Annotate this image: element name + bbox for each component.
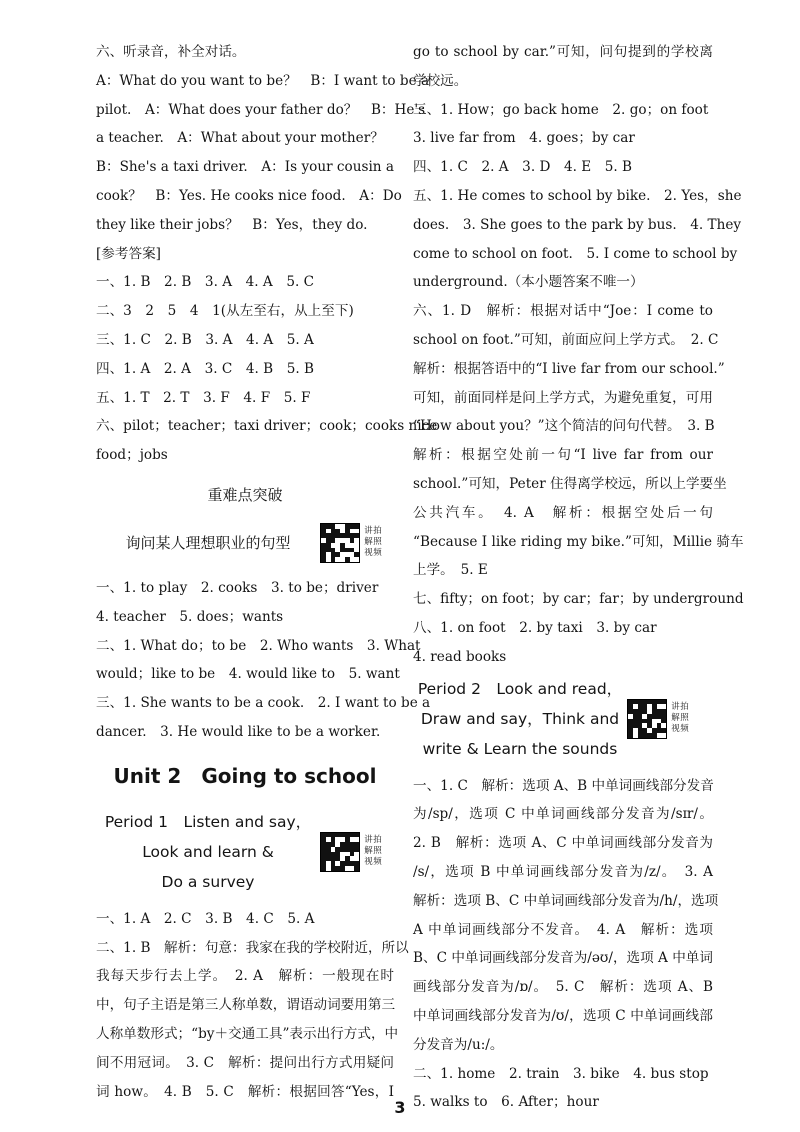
answer-line: does. 3. She goes to the park by bus. 4. They (413, 216, 742, 233)
answer-line: 中，句子主语是第三人称单数，谓语动词要用第三 (96, 997, 396, 1014)
answer-line: 上学。 5. E (413, 562, 488, 579)
answer-line: 学校远。 (413, 72, 468, 89)
answer-line: underground.（本小题答案不唯一） (413, 274, 644, 291)
qr-label-char: 拍 (373, 526, 382, 537)
text-line: 六、听录音，补全对话。 (96, 44, 246, 60)
topic-header (96, 512, 394, 574)
period-title-line: Do a survey (161, 872, 255, 891)
answer-line: food；jobs (96, 447, 168, 464)
answer-line: 解析：根据答语中的“I live far from our school.” (413, 360, 725, 377)
answer-line: 三、1. C 2. B 3. A 4. A 5. A (96, 331, 314, 348)
answer-line: dancer. 3. He would like to be a worker. (96, 723, 381, 740)
qr-label-char: 解 (364, 537, 373, 548)
qr-label-char: 讲 (364, 835, 373, 846)
answer-line: 六、pilot；teacher；taxi driver；cook；cooks nice (96, 418, 438, 435)
answer-line: 四、1. C 2. A 3. D 4. E 5. B (413, 159, 633, 176)
answer-line: come to school on foot. 5. I come to school by (413, 245, 738, 262)
text-line: pilot. A：What does your father do？ B：He's (96, 101, 426, 118)
answer-line: 八、1. on foot 2. by taxi 3. by car (413, 619, 657, 636)
qr-label-char: 照 (373, 537, 382, 548)
answer-line: 一、1. B 2. B 3. A 4. A 5. C (96, 274, 315, 291)
answer-line: 解析：选项 B、C 中单词画线部分发音为/h/，选项 (413, 892, 719, 909)
answer-line: 二、3 2 5 4 1(从左至右，从上至下) (96, 303, 354, 320)
qr-label-char: 视 (671, 724, 680, 735)
answer-line: 中单词画线部分发音为/ʊ/，选项 C 中单词画线部 (413, 1007, 713, 1024)
answer-line: 4. read books (413, 648, 507, 665)
qr-label-char: 照 (373, 846, 382, 857)
unit-title: Unit 2 Going to school (113, 763, 377, 788)
text-line: B：She's a taxi driver. A：Is your cousin a (96, 159, 394, 176)
answer-line: 一、1. C 解析：选项 A、B 中单词画线部分发音 (413, 777, 714, 794)
topic-title: 询问某人理想职业的句型 (125, 534, 291, 553)
answer-line: 解析：根据空处前一句“I live far from our (413, 447, 713, 464)
answer-line: 四、1. A 2. A 3. C 4. B 5. B (96, 360, 315, 377)
answer-line: 分发音为/u:/。 (413, 1036, 504, 1053)
qr-code-icon[interactable] (320, 832, 360, 872)
period-1-answers (96, 905, 409, 1107)
answer-line: 可知，前面同样是问上学方式，为避免重复，可用 (413, 389, 713, 406)
qr-label (364, 835, 382, 868)
period-title-line: Period 1 Listen and say， (104, 812, 312, 831)
period-title (413, 674, 627, 764)
answer-line: 六、1. D 解析：根据对话中“Joe：I come to (413, 303, 713, 320)
answer-line: school.”可知，Peter 住得离学校远，所以上学要坐 (413, 475, 727, 492)
period-1-answers-continued (413, 38, 744, 672)
answer-line: A 中单词画线部分不发音。 4. A 解析：选项 (413, 921, 713, 938)
period-1-header (96, 807, 394, 897)
answer-line: 三、1. She wants to be a cook. 2. I want to be a (96, 695, 431, 712)
period-title-line: Period 2 Look and read， (417, 679, 623, 698)
listening-exercise (96, 38, 430, 240)
qr-label-char: 频 (373, 548, 382, 559)
answer-line: 一、1. to play 2. cooks 3. to be；driver (96, 579, 379, 596)
answer-line: B、C 中单词画线部分发音为/əʊ/，选项 A 中单词 (413, 950, 713, 967)
answer-line: 人称单数形式；“by＋交通工具”表示出行方式，中 (96, 1025, 399, 1042)
qr-label (671, 702, 689, 735)
qr-label-char: 解 (671, 713, 680, 724)
answer-line: school on foot.”可知，前面应问上学方式。 2. C (413, 331, 719, 348)
period-title-line: Look and learn & (142, 842, 274, 861)
text-line: cook？ B：Yes. He cooks nice food. A：Do (96, 187, 402, 204)
section-title: 重难点突破 (207, 485, 283, 504)
page-number: 3 (394, 1098, 406, 1117)
period-title-line: Draw and say，Think and (420, 709, 620, 728)
period-title-line: write & Learn the sounds (422, 739, 618, 758)
answer-line: 公共汽车。 4. A 解析：根据空处后一句 (413, 504, 713, 521)
answer-line: 五、1. T 2. T 3. F 4. F 5. F (96, 389, 311, 406)
topic-answers (96, 574, 431, 747)
period-title (96, 807, 320, 897)
qr-label-char: 拍 (680, 702, 689, 713)
qr-label-char: 频 (373, 857, 382, 868)
qr-label-char: 拍 (373, 835, 382, 846)
answer-line: 5. walks to 6. After；hour (413, 1094, 599, 1111)
answer-line: /s/，选项 B 中单词画线部分发音为/z/。 3. A (413, 863, 713, 880)
answer-line: “Because I like riding my bike.”可知，Millie 骑车 (413, 533, 744, 550)
qr-code-icon[interactable] (320, 523, 360, 563)
text-line: they like their jobs？ B：Yes，they do. (96, 216, 368, 233)
answer-line: 4. teacher 5. does；wants (96, 608, 284, 625)
answer-line: 词 how。 4. B 5. C 解析：根据回答“Yes，I (96, 1083, 394, 1100)
answer-line: 画线部分发音为/ɒ/。 5. C 解析：选项 A、B (413, 979, 713, 996)
answer-line: 为/sp/，选项 C 中单词画线部分发音为/sɪr/。 (413, 806, 713, 823)
text-line: a teacher. A：What about your mother？ (96, 130, 384, 147)
answer-line: 二、1. home 2. train 3. bike 4. bus stop (413, 1065, 709, 1082)
left-column (96, 38, 438, 1106)
qr-label-char: 照 (680, 713, 689, 724)
qr-label-char: 讲 (671, 702, 680, 713)
period-2-header (413, 674, 713, 764)
answer-line: 间不用冠词。 3. C 解析：提问出行方式用疑问 (96, 1054, 394, 1071)
qr-label-char: 频 (680, 724, 689, 735)
answer-line: 五、1. He comes to school by bike. 2. Yes，she (413, 187, 742, 204)
answer-line: “How about you？”这个简洁的问句代替。 3. B (413, 418, 715, 435)
qr-label-char: 讲 (364, 526, 373, 537)
text-line: A：What do you want to be？ B：I want to be a (96, 72, 430, 89)
right-column (413, 38, 744, 1117)
answer-key-label: [参考答案] (96, 245, 161, 262)
answer-line: 一、1. A 2. C 3. B 4. C 5. A (96, 910, 315, 927)
answer-line: 3. live far from 4. goes；by car (413, 130, 635, 147)
qr-code-icon[interactable] (627, 699, 667, 739)
answer-line: 我每天步行去上学。 2. A 解析：一般现在时 (96, 968, 394, 985)
answer-line: 七、fifty；on foot；by car；far；by underground (413, 591, 744, 608)
qr-label (364, 526, 382, 559)
qr-label-char: 解 (364, 846, 373, 857)
answer-line: 二、1. B 解析：句意：我家在我的学校附近，所以 (96, 939, 409, 956)
qr-label-char: 视 (364, 548, 373, 559)
answer-line: would；like to be 4. would like to 5. want (96, 666, 400, 683)
period-2-answers (413, 772, 719, 1118)
qr-label-char: 视 (364, 857, 373, 868)
answer-key (96, 268, 438, 470)
answer-line: 三、1. How；go back home 2. go；on foot (413, 101, 709, 118)
answer-line: 二、1. What do；to be 2. Who wants 3. What (96, 637, 421, 654)
answer-line: 2. B 解析：选项 A、C 中单词画线部分发音为 (413, 835, 713, 852)
answer-line: go to school by car.”可知，问句提到的学校离 (413, 44, 713, 60)
